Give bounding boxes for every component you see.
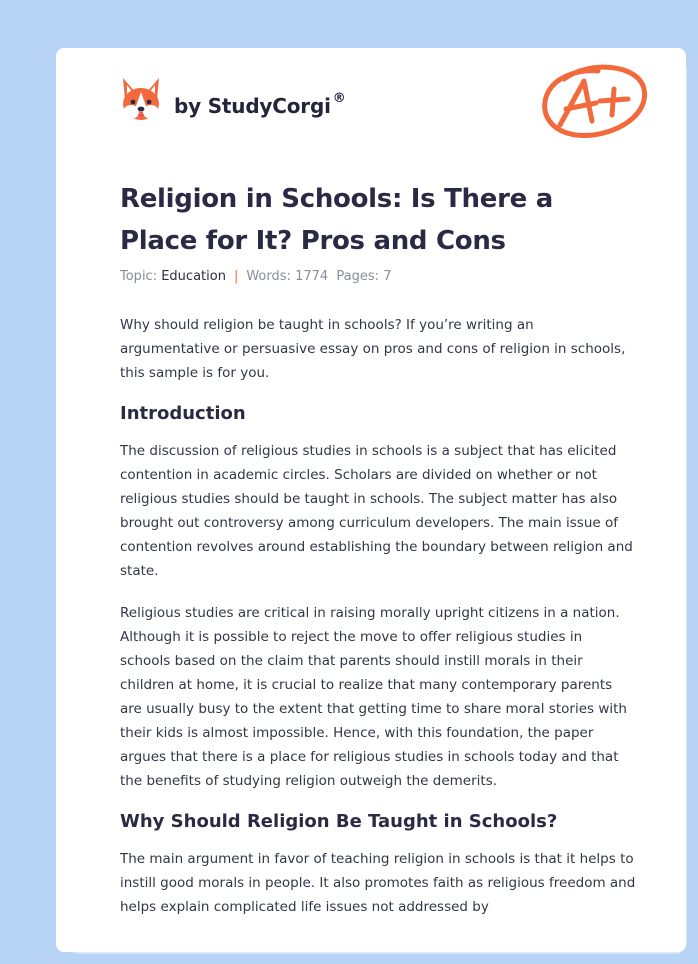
paragraph: The discussion of religious studies in schools is a subject that has elicited contention in academic circles. Scholars are divided on whether or not religious studies should be taught in schools. The subject matter has also brought out controversy among curriculum developers. The main issue of contention revolves around establishing the boundary between religion and state. [120, 443, 633, 579]
article-meta [120, 269, 391, 284]
document-page [56, 48, 686, 952]
corgi-icon [120, 76, 162, 122]
registered-mark: ® [332, 90, 346, 106]
topic-label: Topic: [120, 269, 158, 284]
pages-count: 7 [383, 269, 392, 284]
topic-link[interactable]: Education [161, 269, 226, 284]
paragraph: Religious studies are critical in raising morally upright citizens in a nation. Although it is possible to reject the move to offer religious studies in schools based on the claim that parents should instill morals in their children at home, it is crucial to realize that many contemporary parents are usually busy to the extent that getting time to share moral stories with their kids is almost impossible. Hence, with this foundation, the paper argues that there is a place for religious studies in schools today and that the benefits of studying religion outweigh the demerits. [120, 605, 627, 789]
pages-label: Pages: [336, 269, 380, 284]
brand-name: by StudyCorgi ® [174, 90, 346, 118]
words-count: 1774 [295, 269, 329, 284]
a-plus-grade-icon [538, 59, 650, 143]
studycorgi-logo[interactable] [120, 74, 346, 124]
article-title: Religion in Schools: Is There a Place for It? Pros and Cons [120, 184, 553, 256]
intro-paragraph: Why should religion be taught in schools? If you’re writing an argumentative or persuasive essay on pros and cons of religion in schools, this sample is for you. [120, 317, 626, 381]
section-heading: Why Should Religion Be Taught in Schools? [120, 811, 558, 832]
section-heading: Introduction [120, 403, 246, 424]
meta-separator: | [233, 269, 239, 284]
words-label: Words: [246, 269, 291, 284]
paragraph: The main argument in favor of teaching religion in schools is that it helps to instill good morals in people. It also promotes faith as religious freedom and helps explain complicated life issues not addressed by [120, 851, 636, 915]
